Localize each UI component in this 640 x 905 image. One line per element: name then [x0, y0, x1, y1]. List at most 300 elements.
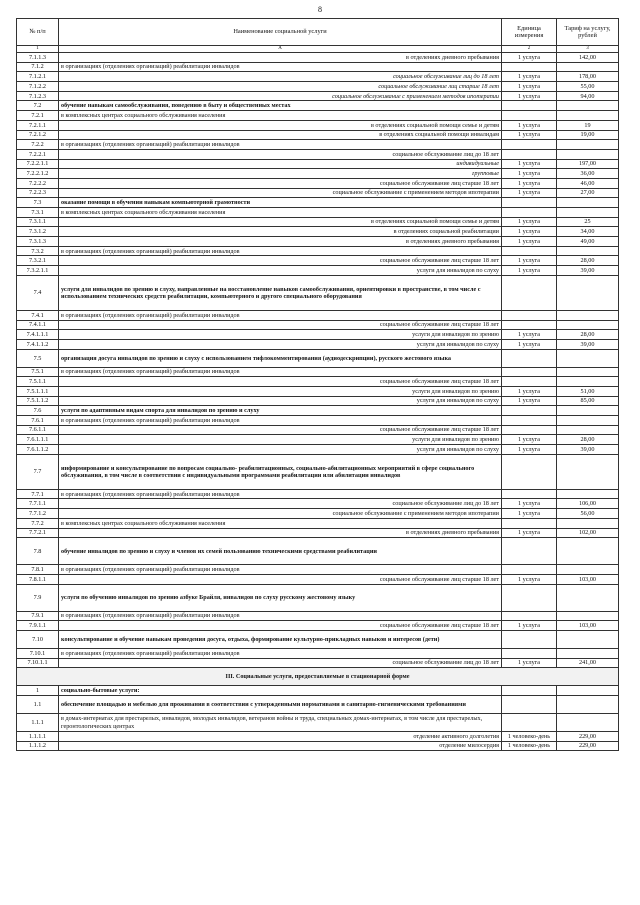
service-name: в организациях (отделениях организаций) реабилитации инвалидов — [59, 140, 502, 150]
service-name: социальное обслуживание лиц старше 18 лет — [59, 82, 502, 92]
service-name: социально-бытовые услуги: — [59, 686, 502, 696]
table-row — [17, 621, 619, 631]
service-name: услуги для инвалидов по зрению и слуху, направленные на восстановление навыков самообслуживания, ориентировки в пространстве, в том числе с использованием технических средств реабилитации, компьютерного и другого специального оборудования — [59, 275, 502, 310]
table-row — [17, 91, 619, 101]
unit-cell — [502, 198, 557, 208]
row-number: 7.2.1 — [17, 111, 59, 121]
unit-cell — [502, 62, 557, 72]
row-number: 7.3.2 — [17, 246, 59, 256]
tariff-cell — [557, 648, 619, 658]
tariff-cell: 28,00 — [557, 330, 619, 340]
service-name: в отделениях социальной помощи семье и детям — [59, 120, 502, 130]
table-row — [17, 732, 619, 742]
unit-cell — [502, 416, 557, 426]
tariff-cell — [557, 62, 619, 72]
unit-cell: 1 услуга — [502, 91, 557, 101]
tariff-cell: 34,00 — [557, 227, 619, 237]
service-name: в организациях (отделениях организаций) реабилитации инвалидов — [59, 367, 502, 377]
unit-cell: 1 услуга — [502, 396, 557, 406]
unit-cell: 1 услуга — [502, 266, 557, 276]
unit-cell — [502, 349, 557, 367]
service-name: услуги для инвалидов по слуху — [59, 339, 502, 349]
unit-cell: 1 услуга — [502, 256, 557, 266]
service-name: услуги для инвалидов по слуху — [59, 396, 502, 406]
tariff-cell: 102,00 — [557, 528, 619, 538]
table-row — [17, 386, 619, 396]
service-name: в организациях (отделениях организаций) реабилитации инвалидов — [59, 648, 502, 658]
row-number: 7.4.1.1 — [17, 320, 59, 330]
table-row — [17, 320, 619, 330]
row-number: 7.2.2 — [17, 140, 59, 150]
tariff-cell: 46,00 — [557, 178, 619, 188]
unit-cell — [502, 584, 557, 611]
row-number: 7.3 — [17, 198, 59, 208]
tariff-cell: 178,00 — [557, 72, 619, 82]
unit-cell: 1 услуга — [502, 159, 557, 169]
table-row — [17, 82, 619, 92]
service-name: социальное обслуживание лиц до 18 лет — [59, 658, 502, 668]
row-number: 7.1.1.3 — [17, 53, 59, 63]
tariff-cell — [557, 696, 619, 714]
unit-cell — [502, 714, 557, 732]
service-name: в организациях (отделениях организаций) реабилитации инвалидов — [59, 611, 502, 621]
table-row — [17, 178, 619, 188]
unit-cell: 1 услуга — [502, 120, 557, 130]
row-number: 7.6.1.1.1 — [17, 435, 59, 445]
unit-cell — [502, 611, 557, 621]
table-row — [17, 518, 619, 528]
table-row — [17, 445, 619, 455]
unit-cell: 1 услуга — [502, 574, 557, 584]
unit-cell — [502, 320, 557, 330]
service-name: социальное обслуживание лиц старше 18 лет — [59, 256, 502, 266]
table-row — [17, 246, 619, 256]
service-name: услуги для инвалидов по слуху — [59, 266, 502, 276]
tariff-cell: 27,00 — [557, 188, 619, 198]
row-number: 7.4 — [17, 275, 59, 310]
row-number: 1.1.1.1 — [17, 732, 59, 742]
service-name: в отделениях дневного пребывания — [59, 528, 502, 538]
row-number: 7.6.1.1.2 — [17, 445, 59, 455]
unit-cell: 1 услуга — [502, 130, 557, 140]
tariff-cell — [557, 489, 619, 499]
table-row — [17, 396, 619, 406]
row-number: 7.10 — [17, 630, 59, 648]
row-number: 7.1.2.3 — [17, 91, 59, 101]
table-row — [17, 169, 619, 179]
tariff-table — [16, 18, 619, 751]
unit-cell — [502, 406, 557, 416]
unit-cell — [502, 538, 557, 565]
row-number: 7.1.2.2 — [17, 82, 59, 92]
row-number: 7.6 — [17, 406, 59, 416]
service-name: социальное обслуживание лиц до 18 лет — [59, 72, 502, 82]
row-number: 7.3.1.2 — [17, 227, 59, 237]
service-name: социальное обслуживание с применением методов ипотерапии — [59, 91, 502, 101]
table-row — [17, 509, 619, 519]
row-number: 7.9.1 — [17, 611, 59, 621]
tariff-cell — [557, 140, 619, 150]
service-name: в отделениях дневного пребывания — [59, 53, 502, 63]
service-name: социальное обслуживание лиц старше 18 лет — [59, 621, 502, 631]
service-name: социальное обслуживание лиц до 18 лет — [59, 149, 502, 159]
unit-cell — [502, 686, 557, 696]
service-name: обеспечение площадью и мебелью для проживания в соответствии с утвержденными нормативами и санитарно-гигиеническими требованиями — [59, 696, 502, 714]
unit-cell: 1 услуга — [502, 658, 557, 668]
table-row — [17, 574, 619, 584]
row-number: 7.8.1.1 — [17, 574, 59, 584]
tariff-cell — [557, 518, 619, 528]
table-row — [17, 227, 619, 237]
tariff-cell: 36,00 — [557, 169, 619, 179]
unit-cell: 1 услуга — [502, 339, 557, 349]
service-name: обучение инвалидов по зрению и слуху и членов их семей пользованию техническими средствами реабилитации — [59, 538, 502, 565]
service-name: групповые — [59, 169, 502, 179]
table-row — [17, 149, 619, 159]
table-body — [17, 53, 619, 751]
row-number: 1.1 — [17, 696, 59, 714]
service-name: в организациях (отделениях организаций) реабилитации инвалидов — [59, 416, 502, 426]
tariff-cell — [557, 611, 619, 621]
unit-cell — [502, 425, 557, 435]
tariff-cell: 28,00 — [557, 256, 619, 266]
service-name: услуги для инвалидов по зрению — [59, 435, 502, 445]
table-row — [17, 62, 619, 72]
tariff-cell — [557, 538, 619, 565]
unit-cell: 1 человеко-день — [502, 732, 557, 742]
row-number: 7.10.1.1 — [17, 658, 59, 668]
tariff-cell: 51,00 — [557, 386, 619, 396]
service-name: организация досуга инвалидов по зрению и слуху с использованием тифлокомментирования (аудиодескрипции), русского жестового языка — [59, 349, 502, 367]
unit-cell: 1 услуга — [502, 237, 557, 247]
row-number: 7.6.1.1 — [17, 425, 59, 435]
row-number: 7.8.1 — [17, 565, 59, 575]
unit-cell — [502, 101, 557, 111]
tariff-cell — [557, 377, 619, 387]
table-row — [17, 741, 619, 751]
row-number: 7.4.1 — [17, 310, 59, 320]
tariff-cell: 106,00 — [557, 499, 619, 509]
table-row — [17, 416, 619, 426]
service-name: в отделениях дневного пребывания — [59, 237, 502, 247]
service-name: обучение навыкам самообслуживания, поведению в быту и общественных местах — [59, 101, 502, 111]
table-row — [17, 538, 619, 565]
row-number: 7.7.1 — [17, 489, 59, 499]
service-name: социальное обслуживание лиц старше 18 лет — [59, 425, 502, 435]
unit-cell — [502, 208, 557, 218]
service-name: в домах-интернатах для престарелых, инвалидов, молодых инвалидов, ветеранов войны и труда, специальных домах-интернатах, в том числе для престарелых, геронтологических центрах — [59, 714, 502, 732]
service-name: социальное обслуживание лиц старше 18 лет — [59, 320, 502, 330]
tariff-cell — [557, 101, 619, 111]
service-name: в отделениях социальной помощи семье и детям — [59, 217, 502, 227]
unit-cell: 1 услуга — [502, 330, 557, 340]
service-name: социальное обслуживание с применением методов ипотерапии — [59, 509, 502, 519]
table-row — [17, 217, 619, 227]
service-name: социальное обслуживание с применением методов ипотерапии — [59, 188, 502, 198]
row-number: 7.7.2 — [17, 518, 59, 528]
service-name: в комплексных центрах социального обслуживания населения — [59, 208, 502, 218]
table-row — [17, 198, 619, 208]
table-row — [17, 310, 619, 320]
row-number: 7.7 — [17, 454, 59, 489]
tariff-cell: 229,00 — [557, 732, 619, 742]
service-name: услуги для инвалидов по зрению — [59, 330, 502, 340]
unit-cell — [502, 648, 557, 658]
service-name: в организациях (отделениях организаций) реабилитации инвалидов — [59, 489, 502, 499]
row-number: 7.3.1.3 — [17, 237, 59, 247]
service-name: индивидуальные — [59, 159, 502, 169]
table-row — [17, 159, 619, 169]
table-row — [17, 367, 619, 377]
service-name: консультирование и обучение навыкам проведения досуга, отдыха, формирование культурно-прикладных навыков и интересов (дети) — [59, 630, 502, 648]
service-name: в организациях (отделениях организаций) реабилитации инвалидов — [59, 246, 502, 256]
table-row — [17, 130, 619, 140]
row-number: 1.1.1 — [17, 714, 59, 732]
unit-cell: 1 услуга — [502, 82, 557, 92]
table-row — [17, 140, 619, 150]
tariff-cell: 55,00 — [557, 82, 619, 92]
header-number: № п/п — [17, 19, 59, 46]
tariff-cell — [557, 310, 619, 320]
tariff-cell: 85,00 — [557, 396, 619, 406]
tariff-cell — [557, 454, 619, 489]
row-number: 7.1.2.1 — [17, 72, 59, 82]
table-row — [17, 330, 619, 340]
row-number: 7.9.1.1 — [17, 621, 59, 631]
tariff-cell: 229,00 — [557, 741, 619, 751]
row-number: 7.2.1.1 — [17, 120, 59, 130]
tariff-cell — [557, 425, 619, 435]
unit-cell: 1 услуга — [502, 435, 557, 445]
row-number: 7.7.2.1 — [17, 528, 59, 538]
tariff-cell: 19 — [557, 120, 619, 130]
header-tariff: Тариф на услугу, рублей — [557, 19, 619, 46]
header-unit: Единица измерения — [502, 19, 557, 46]
table-row — [17, 72, 619, 82]
row-number: 7.3.2.1 — [17, 256, 59, 266]
tariff-cell — [557, 686, 619, 696]
row-number: 7.6.1 — [17, 416, 59, 426]
tariff-cell — [557, 406, 619, 416]
tariff-cell: 241,00 — [557, 658, 619, 668]
row-number: 7.3.1 — [17, 208, 59, 218]
tariff-cell — [557, 367, 619, 377]
row-number: 7.2 — [17, 101, 59, 111]
unit-cell — [502, 367, 557, 377]
table-row — [17, 499, 619, 509]
table-row — [17, 648, 619, 658]
tariff-cell — [557, 111, 619, 121]
table-row — [17, 668, 619, 686]
service-name: в комплексных центрах социального обслуживания населения — [59, 518, 502, 528]
table-row — [17, 454, 619, 489]
unit-cell: 1 услуга — [502, 72, 557, 82]
tariff-cell — [557, 275, 619, 310]
unit-cell: 1 человеко-день — [502, 741, 557, 751]
service-name: оказание помощи в обучении навыкам компьютерной грамотности — [59, 198, 502, 208]
tariff-cell — [557, 320, 619, 330]
service-name: в организациях (отделениях организаций) реабилитации инвалидов — [59, 62, 502, 72]
row-number: 7.5.1.1 — [17, 377, 59, 387]
section-heading: III. Социальные услуги, предоставляемые в стационарной форме — [17, 668, 619, 686]
unit-cell: 1 услуга — [502, 445, 557, 455]
tariff-cell — [557, 246, 619, 256]
unit-cell — [502, 275, 557, 310]
unit-cell — [502, 565, 557, 575]
unit-cell — [502, 454, 557, 489]
tariff-cell — [557, 630, 619, 648]
unit-cell — [502, 111, 557, 121]
table-row — [17, 266, 619, 276]
unit-cell: 1 услуга — [502, 188, 557, 198]
table-row — [17, 630, 619, 648]
unit-cell: 1 услуга — [502, 621, 557, 631]
unit-cell: 1 услуга — [502, 217, 557, 227]
tariff-cell: 142,00 — [557, 53, 619, 63]
table-row — [17, 435, 619, 445]
tariff-cell — [557, 714, 619, 732]
table-row — [17, 425, 619, 435]
table-row — [17, 658, 619, 668]
service-name: отделение милосердия — [59, 741, 502, 751]
service-name: в организациях (отделениях организаций) реабилитации инвалидов — [59, 565, 502, 575]
table-row — [17, 406, 619, 416]
unit-cell — [502, 696, 557, 714]
unit-cell — [502, 246, 557, 256]
table-row — [17, 120, 619, 130]
service-name: в отделениях социальной помощи инвалидам — [59, 130, 502, 140]
tariff-cell — [557, 149, 619, 159]
tariff-cell: 39,00 — [557, 266, 619, 276]
table-row — [17, 188, 619, 198]
table-row — [17, 208, 619, 218]
unit-cell: 1 услуга — [502, 227, 557, 237]
table-row — [17, 377, 619, 387]
unit-cell: 1 услуга — [502, 386, 557, 396]
index-cell: 1 — [17, 46, 59, 53]
tariff-cell: 94,00 — [557, 91, 619, 101]
service-name: в организациях (отделениях организаций) реабилитации инвалидов — [59, 310, 502, 320]
service-name: в комплексных центрах социального обслуживания населения — [59, 111, 502, 121]
table-row — [17, 275, 619, 310]
table-row — [17, 611, 619, 621]
tariff-cell — [557, 198, 619, 208]
row-number: 7.5 — [17, 349, 59, 367]
row-number: 7.2.2.2 — [17, 178, 59, 188]
table-row — [17, 339, 619, 349]
table-row — [17, 349, 619, 367]
row-number: 7.9 — [17, 584, 59, 611]
row-number: 7.7.1.2 — [17, 509, 59, 519]
row-number: 7.2.1.2 — [17, 130, 59, 140]
service-name: социальное обслуживание лиц старше 18 лет — [59, 377, 502, 387]
unit-cell — [502, 140, 557, 150]
service-name: услуги по адаптивным видам спорта для инвалидов по зрению и слуху — [59, 406, 502, 416]
unit-cell — [502, 377, 557, 387]
tariff-cell: 28,00 — [557, 435, 619, 445]
unit-cell: 1 услуга — [502, 178, 557, 188]
service-name: услуги для инвалидов по зрению — [59, 386, 502, 396]
row-number: 1 — [17, 686, 59, 696]
unit-cell: 1 услуга — [502, 169, 557, 179]
table-row — [17, 489, 619, 499]
tariff-cell: 39,00 — [557, 445, 619, 455]
row-number: 7.5.1.1.2 — [17, 396, 59, 406]
table-row — [17, 565, 619, 575]
service-name: социальное обслуживание лиц старше 18 лет — [59, 178, 502, 188]
index-cell: 2 — [502, 46, 557, 53]
header-service-name: Наименование социальной услуги — [59, 19, 502, 46]
row-number: 7.2.2.3 — [17, 188, 59, 198]
unit-cell: 1 услуга — [502, 499, 557, 509]
row-number: 1.1.1.2 — [17, 741, 59, 751]
table-row — [17, 696, 619, 714]
index-cell: 3 — [557, 46, 619, 53]
table-row — [17, 528, 619, 538]
tariff-cell — [557, 208, 619, 218]
row-number: 7.10.1 — [17, 648, 59, 658]
tariff-cell — [557, 584, 619, 611]
index-cell: А — [59, 46, 502, 53]
row-number: 7.5.1.1.1 — [17, 386, 59, 396]
tariff-cell — [557, 349, 619, 367]
page-number: 8 — [318, 5, 322, 14]
table-row — [17, 53, 619, 63]
service-name: социальное обслуживание лиц до 18 лет — [59, 499, 502, 509]
tariff-cell — [557, 565, 619, 575]
row-number: 7.2.2.1.2 — [17, 169, 59, 179]
row-number: 7.5.1 — [17, 367, 59, 377]
unit-cell — [502, 149, 557, 159]
service-name: социальное обслуживание лиц старше 18 лет — [59, 574, 502, 584]
table-row — [17, 111, 619, 121]
table-row — [17, 584, 619, 611]
unit-cell: 1 услуга — [502, 528, 557, 538]
unit-cell — [502, 518, 557, 528]
unit-cell: 1 услуга — [502, 53, 557, 63]
unit-cell — [502, 630, 557, 648]
row-number: 7.3.1.1 — [17, 217, 59, 227]
table-row — [17, 686, 619, 696]
service-name: информирование и консультирование по вопросам социально- реабилитационных, социально-абилитационных мероприятий в сфере социального обслуживания, в том числе в соответствии с индивидуальными программами реабилитации или абилитации инвалидов — [59, 454, 502, 489]
tariff-cell: 39,00 — [557, 339, 619, 349]
table-row — [17, 237, 619, 247]
unit-cell — [502, 310, 557, 320]
service-name: в отделениях социальной реабилитации — [59, 227, 502, 237]
row-number: 7.4.1.1.1 — [17, 330, 59, 340]
tariff-cell: 19,00 — [557, 130, 619, 140]
service-name: услуги для инвалидов по слуху — [59, 445, 502, 455]
tariff-cell: 49,00 — [557, 237, 619, 247]
tariff-cell — [557, 416, 619, 426]
row-number: 7.1.2 — [17, 62, 59, 72]
tariff-cell: 25 — [557, 217, 619, 227]
row-number: 7.7.1.1 — [17, 499, 59, 509]
row-number: 7.4.1.1.2 — [17, 339, 59, 349]
tariff-cell: 103,00 — [557, 621, 619, 631]
table-row — [17, 256, 619, 266]
unit-cell: 1 услуга — [502, 509, 557, 519]
tariff-cell: 56,00 — [557, 509, 619, 519]
service-name: услуги по обучению инвалидов по зрению азбуке Брайля, инвалидов по слуху русскому жестовому языку — [59, 584, 502, 611]
service-name: отделение активного долголетия — [59, 732, 502, 742]
table-row — [17, 101, 619, 111]
tariff-cell: 103,00 — [557, 574, 619, 584]
unit-cell — [502, 489, 557, 499]
row-number: 7.2.2.1.1 — [17, 159, 59, 169]
row-number: 7.3.2.1.1 — [17, 266, 59, 276]
row-number: 7.8 — [17, 538, 59, 565]
